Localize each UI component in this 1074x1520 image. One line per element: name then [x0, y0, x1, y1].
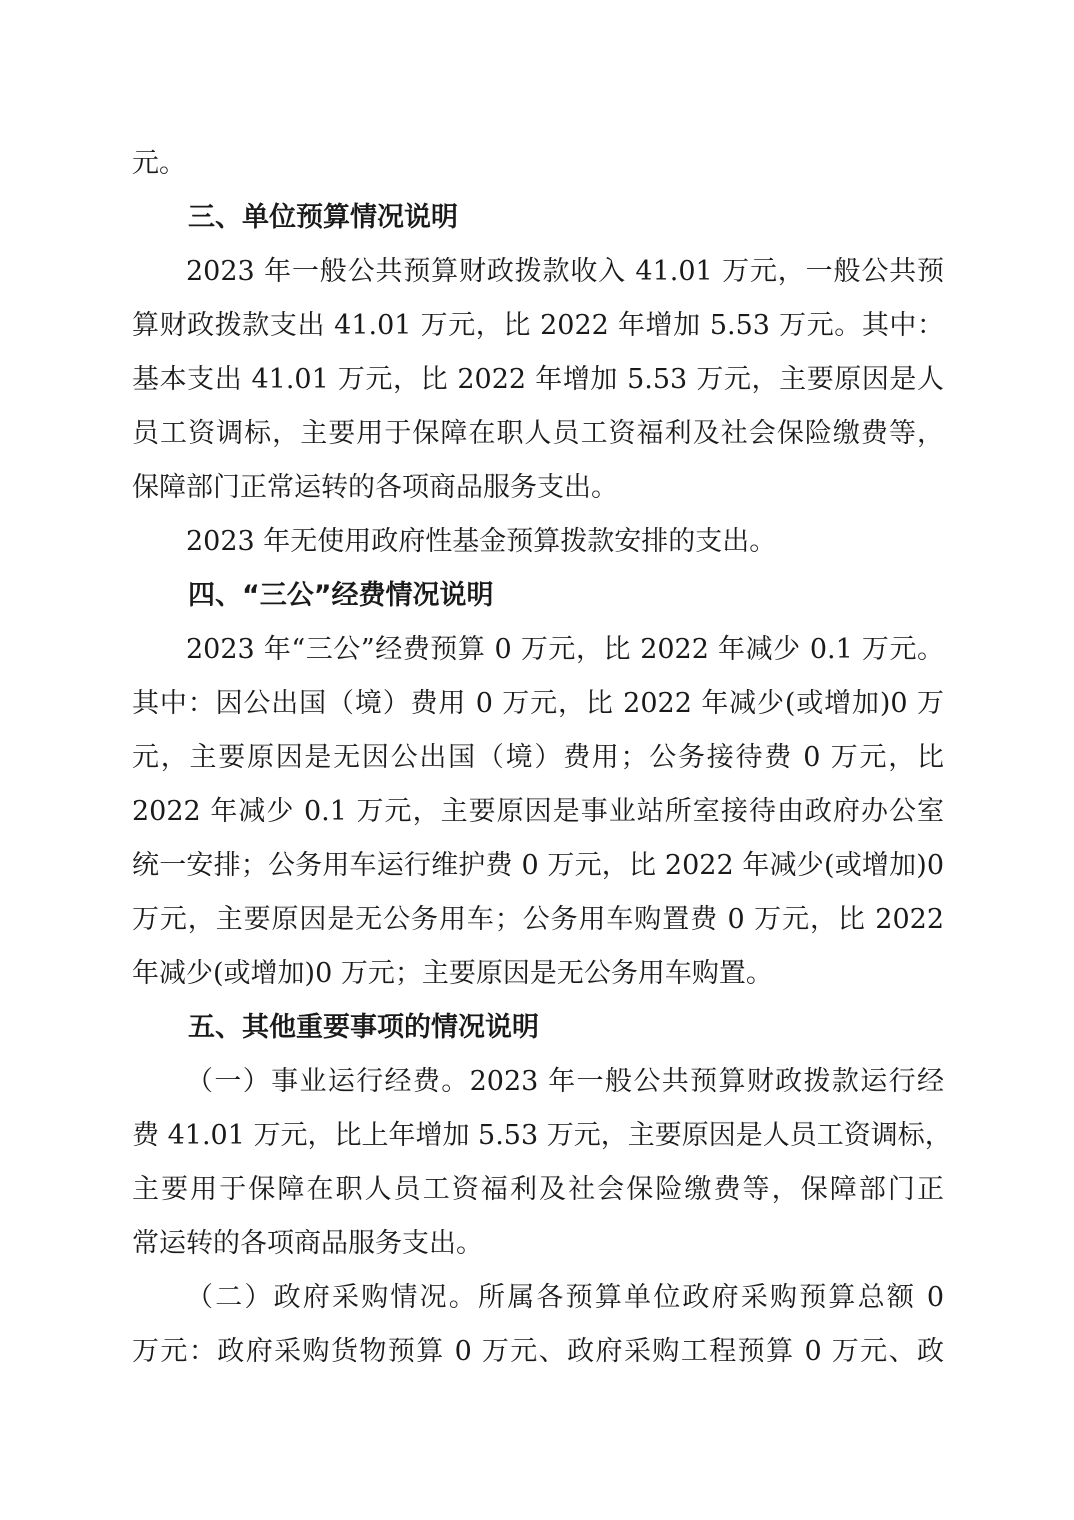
text-line: 统一安排；公务用车运行维护费 0 万元，比 2022 年减少(或增加)0 — [132, 850, 944, 881]
text-line: 2023 年“三公”经费预算 0 万元，比 2022 年减少 0.1 万元。 — [186, 634, 944, 665]
text-line: 算财政拨款支出 41.01 万元，比 2022 年增加 5.53 万元。其中： — [132, 310, 944, 341]
text-line: 年减少(或增加)0 万元；主要原因是无公务用车购置。 — [132, 958, 773, 989]
text-line: （一）事业运行经费。2023 年一般公共预算财政拨款运行经 — [186, 1066, 944, 1097]
text-line: 2023 年无使用政府性基金预算拨款安排的支出。 — [186, 526, 777, 557]
text-line: 基本支出 41.01 万元，比 2022 年增加 5.53 万元，主要原因是人 — [132, 364, 944, 395]
text-line: 员工资调标，主要用于保障在职人员工资福利及社会保险缴费等， — [132, 418, 944, 449]
text-line: 常运转的各项商品服务支出。 — [132, 1228, 483, 1259]
section-heading-5: 五、其他重要事项的情况说明 — [188, 1012, 539, 1043]
text-line: 元。 — [132, 148, 186, 179]
text-line: 其中：因公出国（境）费用 0 万元，比 2022 年减少(或增加)0 万 — [132, 688, 944, 719]
section-heading-3: 三、单位预算情况说明 — [188, 202, 458, 233]
text-line: 保障部门正常运转的各项商品服务支出。 — [132, 472, 618, 503]
text-line: （二）政府采购情况。所属各预算单位政府采购预算总额 0 — [186, 1282, 944, 1313]
section-heading-4: 四、“三公”经费情况说明 — [188, 580, 494, 611]
text-line: 主要用于保障在职人员工资福利及社会保险缴费等，保障部门正 — [132, 1174, 944, 1205]
text-line: 元，主要原因是无因公出国（境）费用；公务接待费 0 万元，比 — [132, 742, 944, 773]
text-line: 万元：政府采购货物预算 0 万元、政府采购工程预算 0 万元、政 — [132, 1336, 944, 1367]
text-line: 2022 年减少 0.1 万元，主要原因是事业站所室接待由政府办公室 — [132, 796, 944, 827]
text-line: 万元，主要原因是无公务用车；公务用车购置费 0 万元，比 2022 — [132, 904, 944, 935]
text-line: 费 41.01 万元，比上年增加 5.53 万元，主要原因是人员工资调标， — [132, 1120, 952, 1151]
text-line: 2023 年一般公共预算财政拨款收入 41.01 万元，一般公共预 — [186, 256, 944, 287]
